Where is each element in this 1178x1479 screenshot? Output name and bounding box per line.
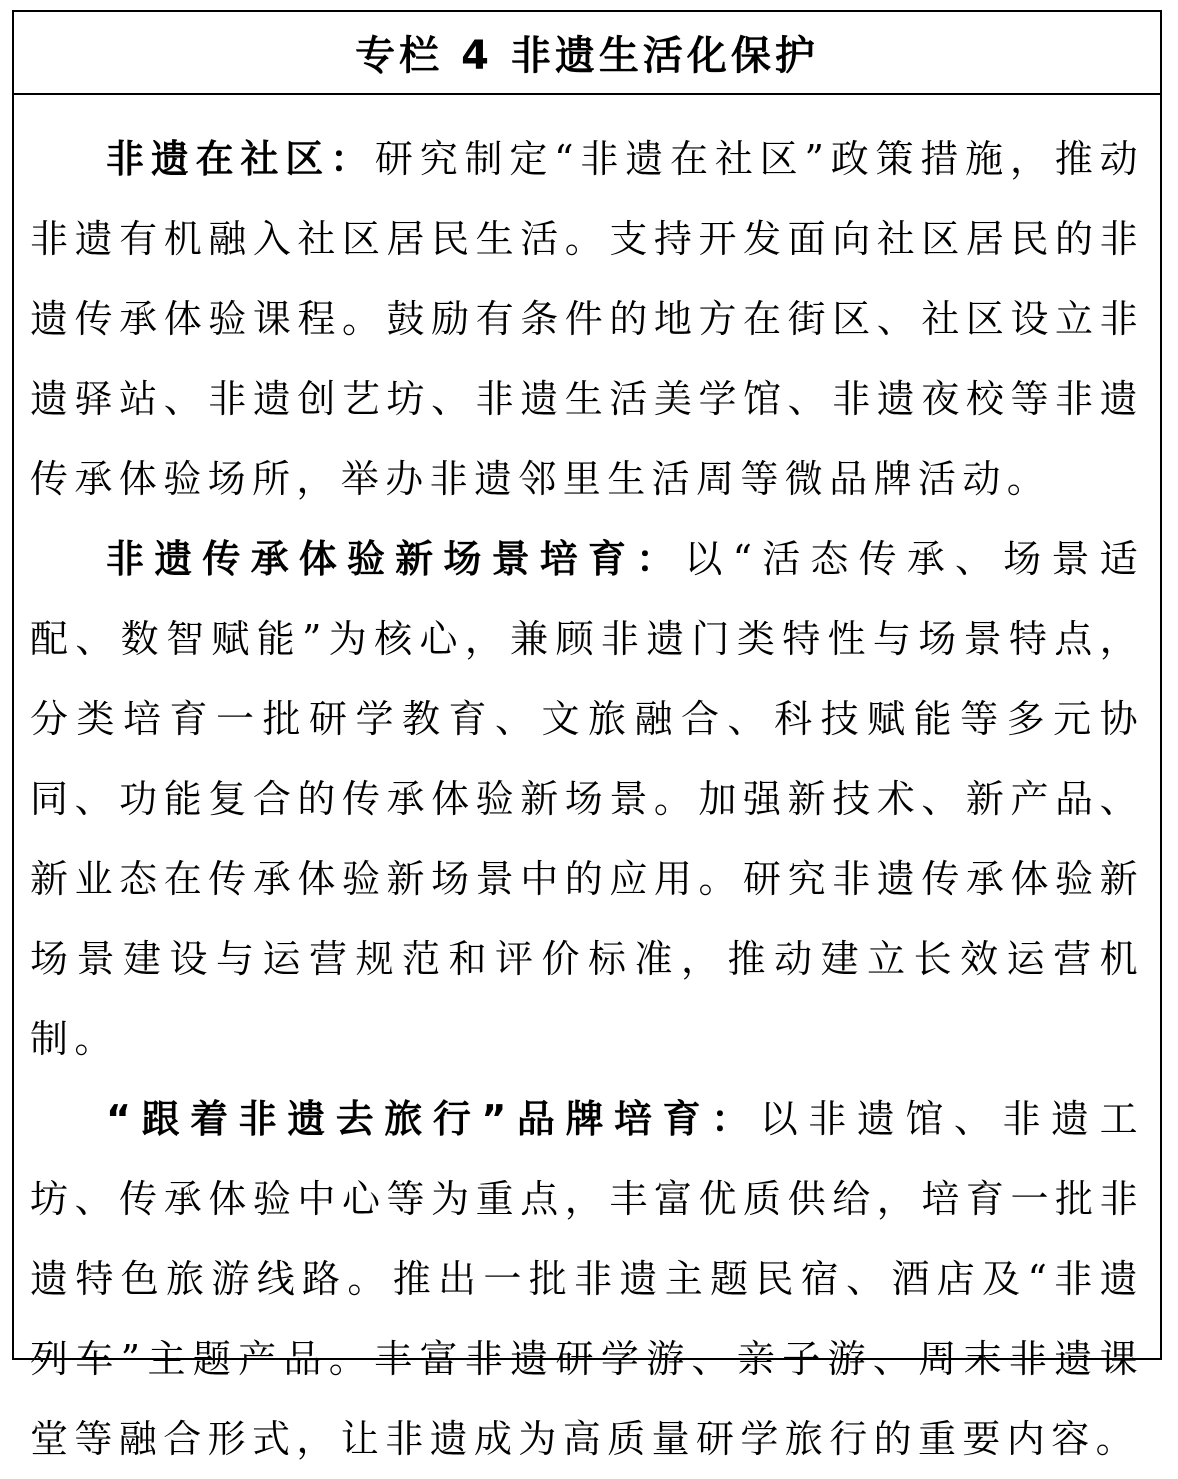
paragraph-travel-brand (30, 1079, 1144, 1479)
paragraph-text: 研究制定“非遗在社区”政策措施，推动非遗有机融入社区居民生活。支持开发面向社区居民的非遗传承体验课程。鼓励有条件的地方在街区、社区设立非遗驿站、非遗创艺坊、非遗生活美学馆、非遗夜校等非遗传承体验场所，举办非遗邻里生活周等微品牌活动。 (30, 137, 1144, 501)
paragraph-text: 以“活态传承、场景适配、数智赋能”为核心，兼顾非遗门类特性与场景特点，分类培育一批研学教育、文旅融合、科技赋能等多元协同、功能复合的传承体验新场景。加强新技术、新产品、新业态在传承体验新场景中的应用。研究非遗传承体验新场景建设与运营规范和评价标准，推动建立长效运营机制。 (30, 537, 1144, 1061)
paragraph-new-scenes (30, 519, 1144, 1079)
paragraph-lead: 非遗传承体验新场景培育： (106, 537, 685, 581)
paragraph-lead: 非遗在社区： (106, 137, 375, 181)
column-body (14, 95, 1160, 1479)
paragraph-community (30, 119, 1144, 519)
paragraph-text: 以非遗馆、非遗工坊、传承体验中心等为重点，丰富优质供给，培育一批非遗特色旅游线路。推出一批非遗主题民宿、酒店及“非遗列车”主题产品。丰富非遗研学游、亲子游、周末非遗课堂等融合形式，让非遗成为高质量研学旅行的重要内容。 (30, 1097, 1144, 1461)
column-box (12, 10, 1162, 1461)
column-title: 专栏 4 非遗生活化保护 (14, 12, 1160, 95)
paragraph-lead: “跟着非遗去旅行”品牌培育： (106, 1097, 760, 1141)
